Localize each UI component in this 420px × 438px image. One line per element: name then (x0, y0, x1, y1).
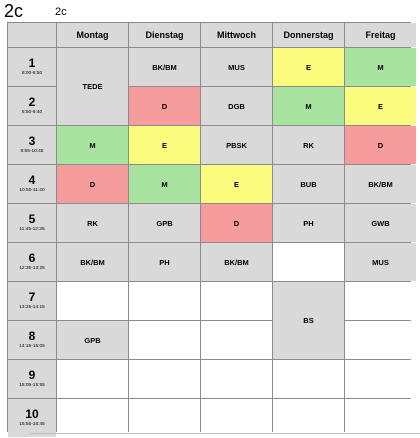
page-title: 2c (4, 1, 24, 21)
lesson-fri-5[interactable]: GWB (345, 204, 416, 242)
period-time: 10:50-11:40 (19, 187, 45, 193)
lesson-tue-1[interactable]: BK/BM (129, 48, 200, 86)
lesson-thu-2[interactable]: M (273, 87, 344, 125)
lesson-wed-2[interactable]: DGB (201, 87, 272, 125)
period-number: 8 (28, 328, 36, 343)
lesson-mon-3[interactable]: M (57, 126, 128, 164)
page-subtitle: 2c (55, 6, 67, 18)
period-number: 3 (28, 133, 36, 148)
period-5 (8, 204, 56, 242)
empty-slot-thu-10 (273, 399, 344, 437)
lesson-mon-8[interactable]: GPB (57, 321, 128, 359)
lesson-fri-6[interactable]: MUS (345, 243, 416, 281)
empty-slot-wed-7 (201, 282, 272, 320)
lesson-thu-1[interactable]: E (273, 48, 344, 86)
lesson-tue-2[interactable]: D (129, 87, 200, 125)
lesson-wed-1[interactable]: MUS (201, 48, 272, 86)
period-number: 4 (28, 172, 36, 187)
day-header-friday: Freitag (345, 23, 416, 47)
period-time: 11:45-12:35 (19, 226, 45, 232)
empty-slot-wed-10 (201, 399, 272, 437)
day-header-monday: Montag (57, 23, 128, 47)
lesson-fri-2[interactable]: E (345, 87, 416, 125)
lesson-fri-1[interactable]: M (345, 48, 416, 86)
lesson-tue-5[interactable]: GPB (129, 204, 200, 242)
lesson-tue-6[interactable]: PH (129, 243, 200, 281)
lesson-tue-4[interactable]: M (129, 165, 200, 203)
empty-slot-thu-9 (273, 360, 344, 398)
empty-slot-tue-10 (129, 399, 200, 437)
lesson-mon-1-2[interactable]: TEDE (57, 48, 128, 125)
lesson-thu-4[interactable]: BUB (273, 165, 344, 203)
footer-divider (30, 433, 420, 434)
lesson-wed-3[interactable]: PBSK (201, 126, 272, 164)
corner-cell (8, 23, 56, 47)
empty-slot-tue-9 (129, 360, 200, 398)
lesson-thu-5[interactable]: PH (273, 204, 344, 242)
lesson-wed-4[interactable]: E (201, 165, 272, 203)
lesson-thu-3[interactable]: RK (273, 126, 344, 164)
period-10 (8, 399, 56, 437)
lesson-tue-3[interactable]: E (129, 126, 200, 164)
empty-slot-wed-8 (201, 321, 272, 359)
lesson-mon-4[interactable]: D (57, 165, 128, 203)
period-time: 15:05-15:55 (19, 382, 45, 388)
period-3 (8, 126, 56, 164)
period-time: 8:50-9:40 (21, 109, 43, 115)
period-number: 10 (25, 406, 39, 421)
period-number: 7 (28, 289, 36, 304)
empty-slot-fri-10 (345, 399, 416, 437)
period-time: 15:55-16:45 (19, 421, 45, 427)
period-time: 8:00-8:50 (21, 70, 43, 76)
period-1 (8, 48, 56, 86)
lesson-fri-4[interactable]: BK/BM (345, 165, 416, 203)
empty-slot-thu-6 (273, 243, 344, 281)
empty-slot-tue-8 (129, 321, 200, 359)
period-8 (8, 321, 56, 359)
period-4 (8, 165, 56, 203)
empty-slot-mon-10 (57, 399, 128, 437)
empty-slot-fri-7 (345, 282, 416, 320)
empty-slot-fri-9 (345, 360, 416, 398)
period-2 (8, 87, 56, 125)
period-6 (8, 243, 56, 281)
period-9 (8, 360, 56, 398)
period-number: 5 (28, 211, 36, 226)
timetable-grid (7, 22, 411, 432)
lesson-thu-7-8[interactable]: BS (273, 282, 344, 359)
lesson-wed-6[interactable]: BK/BM (201, 243, 272, 281)
day-header-thursday: Donnerstag (273, 23, 344, 47)
period-7 (8, 282, 56, 320)
lesson-fri-3[interactable]: D (345, 126, 416, 164)
day-header-wednesday: Mittwoch (201, 23, 272, 47)
period-number: 6 (28, 250, 36, 265)
lesson-mon-6[interactable]: BK/BM (57, 243, 128, 281)
period-time: 9:55-10:45 (20, 148, 44, 154)
empty-slot-mon-9 (57, 360, 128, 398)
empty-slot-fri-8 (345, 321, 416, 359)
period-time: 12:35-13:25 (19, 265, 45, 271)
empty-slot-mon-7 (57, 282, 128, 320)
period-number: 2 (28, 94, 36, 109)
empty-slot-tue-7 (129, 282, 200, 320)
period-number: 1 (28, 55, 36, 70)
lesson-mon-5[interactable]: RK (57, 204, 128, 242)
period-time: 14:15-15:05 (19, 343, 45, 349)
period-number: 9 (28, 367, 36, 382)
lesson-wed-5[interactable]: D (201, 204, 272, 242)
period-time: 13:25-14:15 (19, 304, 45, 310)
empty-slot-wed-9 (201, 360, 272, 398)
day-header-tuesday: Dienstag (129, 23, 200, 47)
